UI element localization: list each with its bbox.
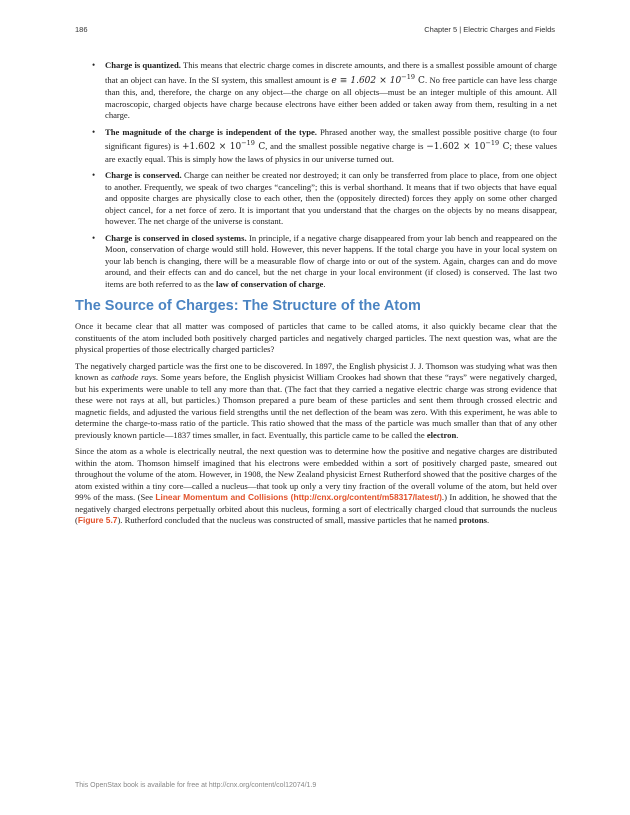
bullet-text: , and the smallest possible negative charge is [265,141,427,151]
paragraph-nucleus: Since the atom as a whole is electrically neutral, the next question was to determine how the positive and negative charges are distributed within the atom. Thomson himself imagined that his electrons were embedded within a sort of positively charged paste, smeared out throughout the volume of the atom. However, in 1908, the New Zealand physicist Ernest Rutherford showed that the positive charges of the atom existed within a tiny core—called a nucleus—that took up only a very tiny fraction of the overall volume of the atom, but held over 99% of the mass. (See Linear Momentum and Collisions (http://cnx.org/content/m58317/latest/).) In addition, he showed that the negatively charged electrons perpetually orbited about this nucleus, forming a sort of electrically charged cloud that surrounds the nucleus (Figure 5.7). Rutherford concluded that the nucleus was constructed of small, massive particles that he named protons. [75,446,557,525]
paragraph-electron: The negatively charged particle was the first one to be discovered. In 1897, the English physicist J. J. Thomson was studying what was then known as cathode rays. Some years before, the English physicist William Crookes had shown that these “rays” were negatively charged, but his experiments were unable to tell any more than that. (The fact that they carried a negative electric charge was strong evidence that these were not rays at all, but particles.) Thomson prepared a pure beam of these particles and sent them through crossed electric and magnetic fields, and adjusted the various field strengths until the net deflection of the beam was zero. With this experiment, he was able to determine the charge-to-mass ratio of the particle. This ratio showed that the mass of the particle was much smaller than that of any other previously known particle—1837 times smaller, in fact. Eventually, this particle came to be called the electron. [75,360,558,440]
math-elementary-charge: $e \equiv 1.602 \times 10^{-19}$ C [331,72,425,86]
term-cathode-rays: cathode rays [111,372,156,382]
link-figure-5-7[interactable]: Figure 5.7 [77,515,118,525]
bullet-title: Charge is conserved. [105,170,182,180]
bullet-text: Phrased another way, the smallest possible positive charge (to four significant figures) is [105,126,557,151]
chapter-header: Chapter 5 | Electric Charges and Fields [424,25,555,34]
bullet-text: Charge can neither be created nor destroyed; it can only be transferred from place to place, from one object to another. Frequently, we speak of two charges “canceling”; this is verbal shorthand. It means that if two objects that have equal and opposite charges are physically close to each other, then the (oppositely directed) forces they apply on some other charged object cancel, for a net force of zero. It is important that you understand that the charges on the objects by no means disappear, however. The net charge of the universe is constant. [105,170,557,226]
main-content [75,60,557,532]
bullet-text: ; these values are exactly equal. This is simply how the laws of physics in our universe turned out. [105,141,558,164]
page-number: 186 [75,25,88,34]
list-item-conserved [105,170,557,228]
bullet-text: . No free particle can have less charge than this, and, therefore, the charge on any object—the charge on all objects—must be an integer multiple of this amount. All macroscopic, charged objects have charge because electrons have either been added or taken away from them, resulting in a net charge. [105,74,558,120]
section-heading: The Source of Charges: The Structure of the Atom [75,298,421,314]
link-linear-momentum[interactable]: Linear Momentum and Collisions (http://cnx.org/content/m58317/latest/) [155,492,442,502]
paragraph-atoms: Once it became clear that all matter was composed of particles that came to be called atoms, it also quickly became clear that the constituents of the atom included both positively charged particles and negatively charged particles. The next question was, what are the physical properties of those electrically charged particles? [75,321,557,354]
list-item-independent [105,127,557,166]
term-conservation-of-charge: law of conservation of charge [215,278,324,289]
bullet-title: Charge is quantized. [105,60,181,70]
bullet-text: In principle, if a negative charge disappeared from your lab bench and reappeared on the Moon, conservation of charge would still hold. However, this never happens. If the total charge you have in your local system on your lab bench is changing, there will be a measurable flow of charge into or out of the system. Again, charges can and do move around, and their effects can and do cancel, but the net charge in your local environment (if closed) is conserved. The last two items are both referred to as the [105,232,557,289]
term-protons: protons [458,515,487,525]
term-electron: electron [426,429,457,440]
list-item-closed-systems: • Charge is conserved in closed systems. In principle, if a negative charge disappeared from your lab bench and reappeared on the Moon, conservation of charge would still hold. However, this never happens. If the total charge you have in your local system on your lab bench is changing, there will be a measurable flow of charge into or out of the system. Again, charges can and do move around, and their effects can and do cancel, but the net charge in your local environment (if closed) is conserved. The last two items are both referred to as the law of conservation of charge. [105,233,557,291]
bullet-text: This means that electric charge comes in discrete amounts, and there is a smallest possible amount of charge that an object can have. In the SI system, this smallest amount is [105,60,557,85]
bullet-title: The magnitude of the charge is independent of the type. [105,126,317,137]
math-positive-charge: $+1.602 \times 10^{-19}$ C [181,139,266,152]
math-negative-charge: $-1.602 \times 10^{-19}$ C [426,139,510,152]
charge-properties-list [75,60,557,290]
list-item-quantized [105,60,557,122]
footer-note: This OpenStax book is available for free at http://cnx.org/content/col12074/1.9 [75,782,317,789]
bullet-title: Charge is conserved in closed systems. [105,232,247,243]
